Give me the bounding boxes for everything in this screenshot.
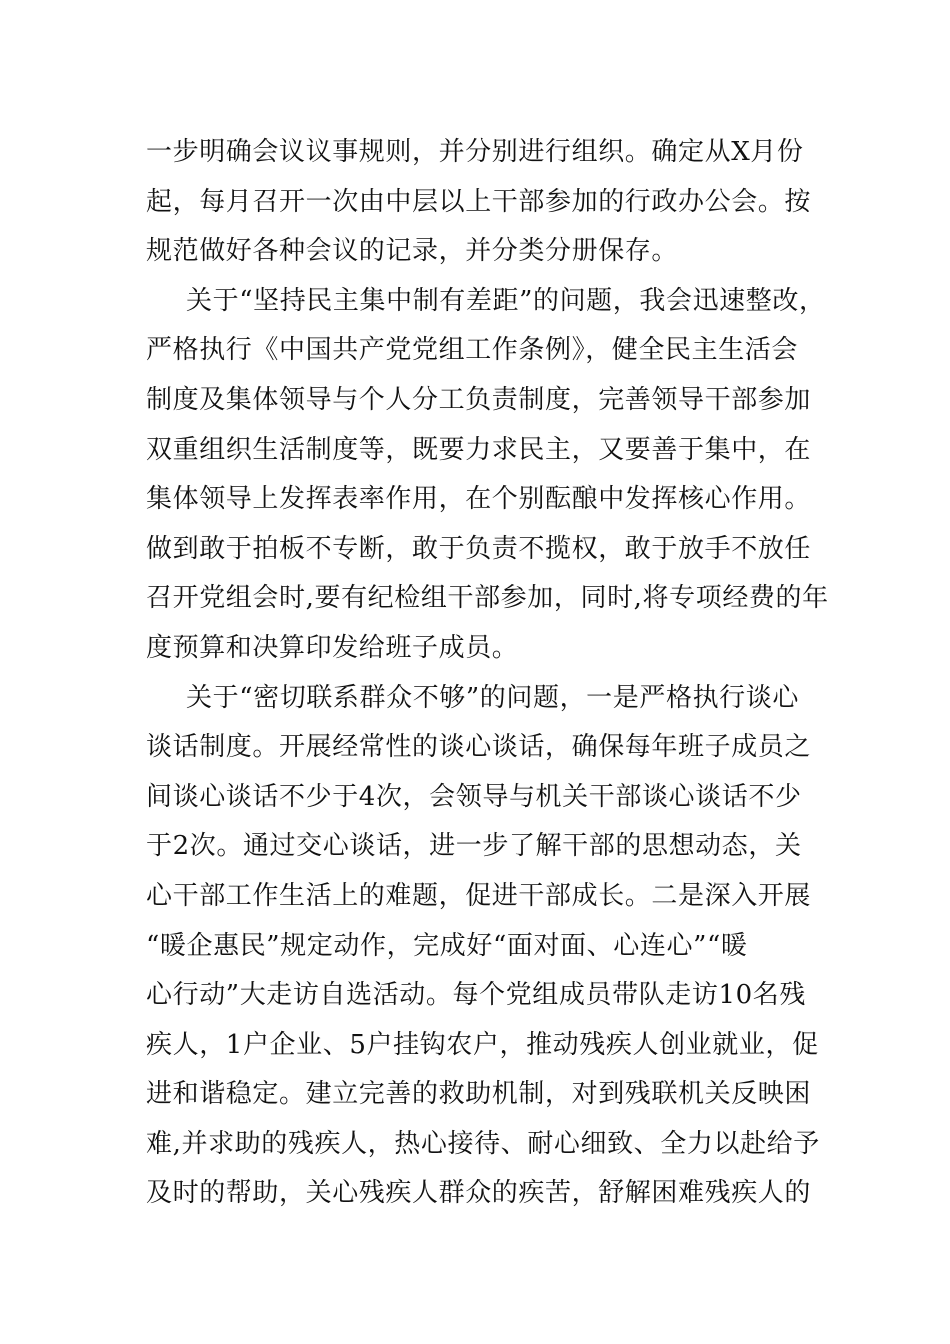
text-line: 规范做好各种会议的记录，并分类分册保存。 [146,236,679,267]
text-line: 度预算和决算印发给班子成员。 [146,632,519,663]
text-line: 心干部工作生活上的难题，促进干部成长。二是深入开展 [146,880,812,911]
document-body [146,128,836,1219]
text-line: 疾人，1户企业、5户挂钩农户，推动残疾人创业就业，促 [146,1029,819,1060]
text-line: 双重组织生活制度等，既要力求民主，又要善于集中，在 [146,434,812,465]
text-line: 难,并求助的残疾人，热心接待、耐心细致、全力以赴给予 [146,1128,820,1159]
text-line: 召开党组会时,要有纪检组干部参加，同时,将专项经费的年 [146,583,829,614]
text-line: “暖企惠民”规定动作，完成好“面对面、心连心”“暖 [146,930,748,961]
paragraph-first-line: 关于“坚持民主集中制有差距”的问题，我会迅速整改， [186,285,826,316]
text-line: 集体领导上发挥表率作用，在个别酝酿中发挥核心作用。 [146,484,812,515]
text-line: 制度及集体领导与个人分工负责制度，完善领导干部参加 [146,384,812,415]
text-line: 起，每月召开一次由中层以上干部参加的行政办公会。按 [146,186,812,217]
text-line: 一步明确会议议事规则，并分别进行组织。确定从X月份 [146,137,804,167]
text-line: 间谈心谈话不少于4次，会领导与机关干部谈心谈话不少 [146,781,802,812]
paragraph-first-line: 关于“密切联系群众不够”的问题，一是严格执行谈心 [186,682,799,713]
text-line: 进和谐稳定。建立完善的救助机制，对到残联机关反映困 [146,1079,812,1110]
text-line: 谈话制度。开展经常性的谈心谈话，确保每年班子成员之 [146,732,812,763]
text-line: 及时的帮助，关心残疾人群众的疾苦，舒解困难残疾人的 [146,1178,812,1209]
text-line: 于2次。通过交心谈话，进一步了解干部的思想动态，关 [146,831,802,862]
text-line: 心行动”大走访自选活动。每个党组成员带队走访10名残 [146,980,806,1011]
text-line: 做到敢于拍板不专断，敢于负责不揽权，敢于放手不放任 [146,533,812,564]
text-line: 严格执行《中国共产党党组工作条例》，健全民主生活会 [146,335,799,366]
